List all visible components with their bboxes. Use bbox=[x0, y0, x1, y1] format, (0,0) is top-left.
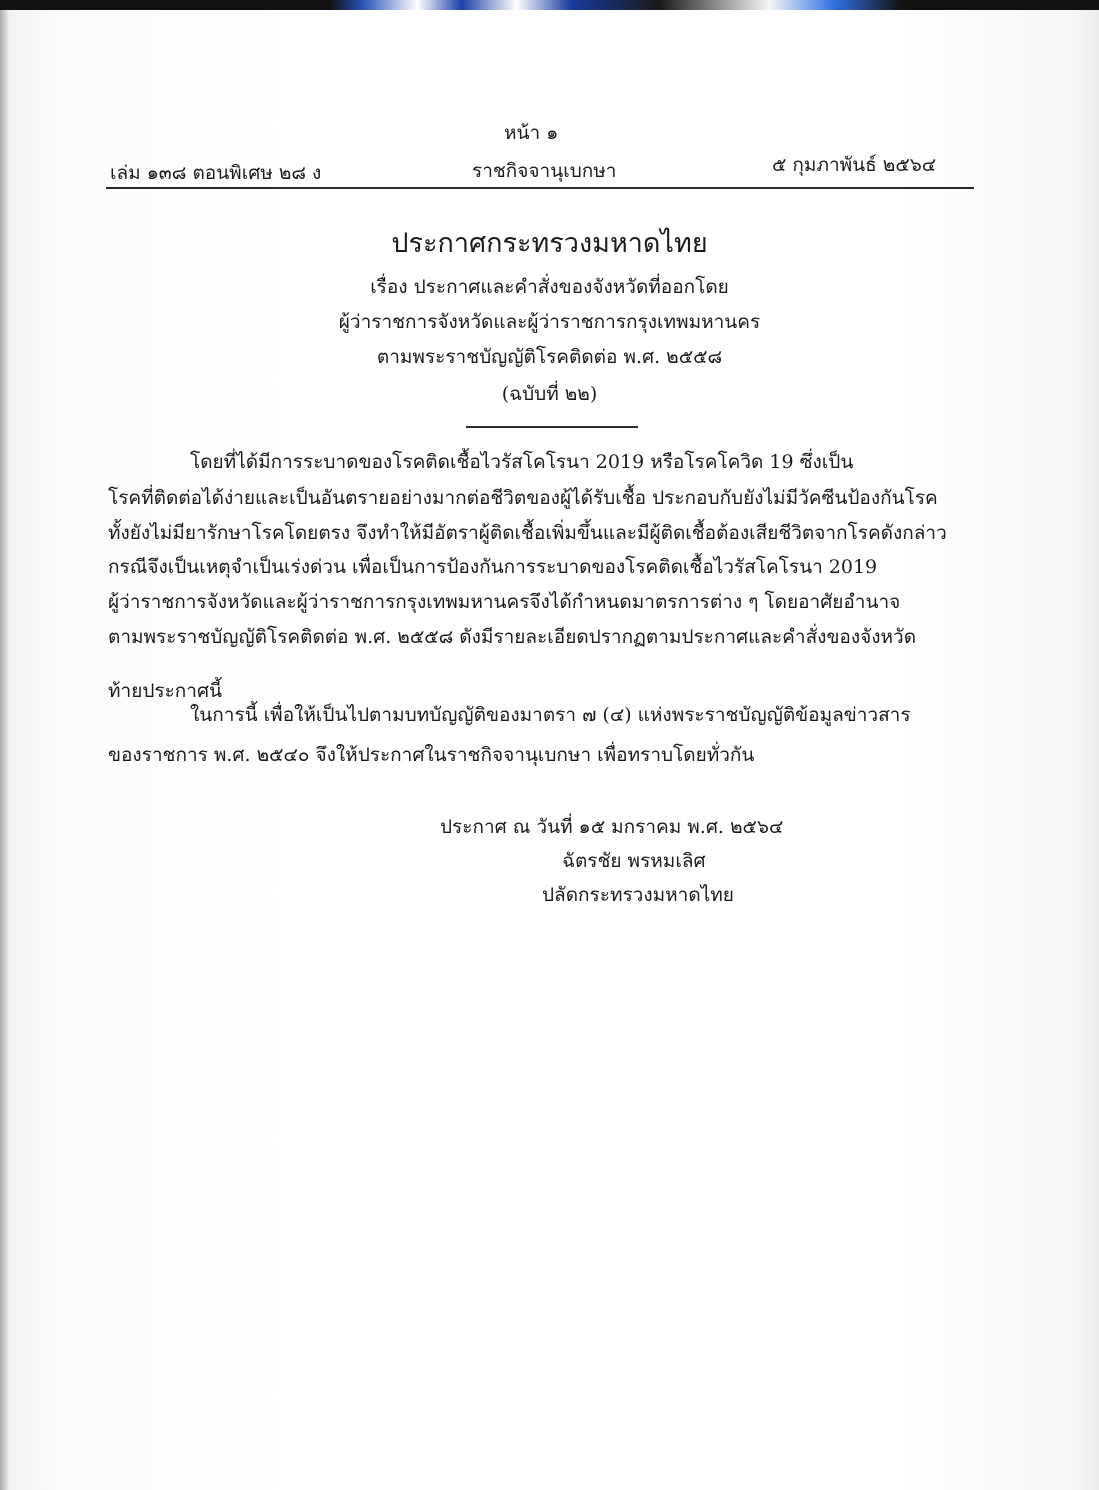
announcement-date: ประกาศ ณ วันที่ ๑๕ มกราคม พ.ศ. ๒๕๖๔ bbox=[440, 816, 784, 838]
subject-line: ตามพระราชบัญญัติโรคติดต่อ พ.ศ. ๒๕๕๘ bbox=[376, 346, 723, 368]
signatory-position: ปลัดกระทรวงมหาดไทย bbox=[542, 884, 734, 906]
publication-date: ๕ กุมภาพันธ์ ๒๕๖๔ bbox=[772, 154, 937, 176]
document-title: ประกาศกระทรวงมหาดไทย bbox=[391, 228, 708, 259]
body-line: ตามพระราชบัญญัติโรคติดต่อ พ.ศ. ๒๕๕๘ ดังมีรายละเอียดปรากฏตามประกาศและคำสั่งของจังหวัด bbox=[108, 626, 917, 648]
body-line: กรณีจึงเป็นเหตุจำเป็นเร่งด่วน เพื่อเป็นการป้องกันการระบาดของโรคติดเชื้อไวรัสโคโรนา 2019 bbox=[108, 556, 878, 578]
subject-line: เรื่อง ประกาศและคำสั่งของจังหวัดที่ออกโดย bbox=[370, 276, 729, 298]
body-line: ทั้งยังไม่มียารักษาโรคโดยตรง จึงทำให้มีอัตราผู้ติดเชื้อเพิ่มขึ้นและมีผู้ติดเชื้อต้องเสียชีวิตจากโรคดังกล่าว bbox=[108, 522, 947, 544]
body-line: โรคที่ติดต่อได้ง่ายและเป็นอันตรายอย่างมากต่อชีวิตของผู้ได้รับเชื้อ ประกอบกับยังไม่มีวัคซีนป้องกันโรค bbox=[108, 487, 938, 509]
body-line: ในการนี้ เพื่อให้เป็นไปตามบทบัญญัติของมาตรา ๗ (๔) แห่งพระราชบัญญัติข้อมูลข่าวสาร bbox=[190, 704, 911, 726]
signatory-name: ฉัตรชัย พรหมเลิศ bbox=[562, 850, 706, 872]
title-divider bbox=[466, 426, 638, 428]
body-line: โดยที่ได้มีการระบาดของโรคติดเชื้อไวรัสโคโรนา 2019 หรือโรคโควิด 19 ซึ่งเป็น bbox=[190, 451, 854, 473]
edition-number: (ฉบับที่ ๒๒) bbox=[501, 383, 598, 405]
subject-line: ผู้ว่าราชการจังหวัดและผู้ว่าราชการกรุงเทพมหานคร bbox=[338, 311, 761, 333]
header-divider bbox=[106, 187, 974, 189]
volume-info: เล่ม ๑๓๘ ตอนพิเศษ ๒๘ ง bbox=[110, 162, 322, 184]
gazette-name: ราชกิจจานุเบกษา bbox=[472, 160, 617, 182]
body-line: ผู้ว่าราชการจังหวัดและผู้ว่าราชการกรุงเทพมหานครจึงได้กำหนดมาตรการต่าง ๆ โดยอาศัยอำนาจ bbox=[108, 591, 901, 613]
body-line: ท้ายประกาศนี้ bbox=[108, 680, 223, 702]
body-line: ของราชการ พ.ศ. ๒๕๔๐ จึงให้ประกาศในราชกิจจานุเบกษา เพื่อทราบโดยทั่วกัน bbox=[108, 744, 755, 766]
page-number: หน้า ๑ bbox=[504, 122, 559, 144]
